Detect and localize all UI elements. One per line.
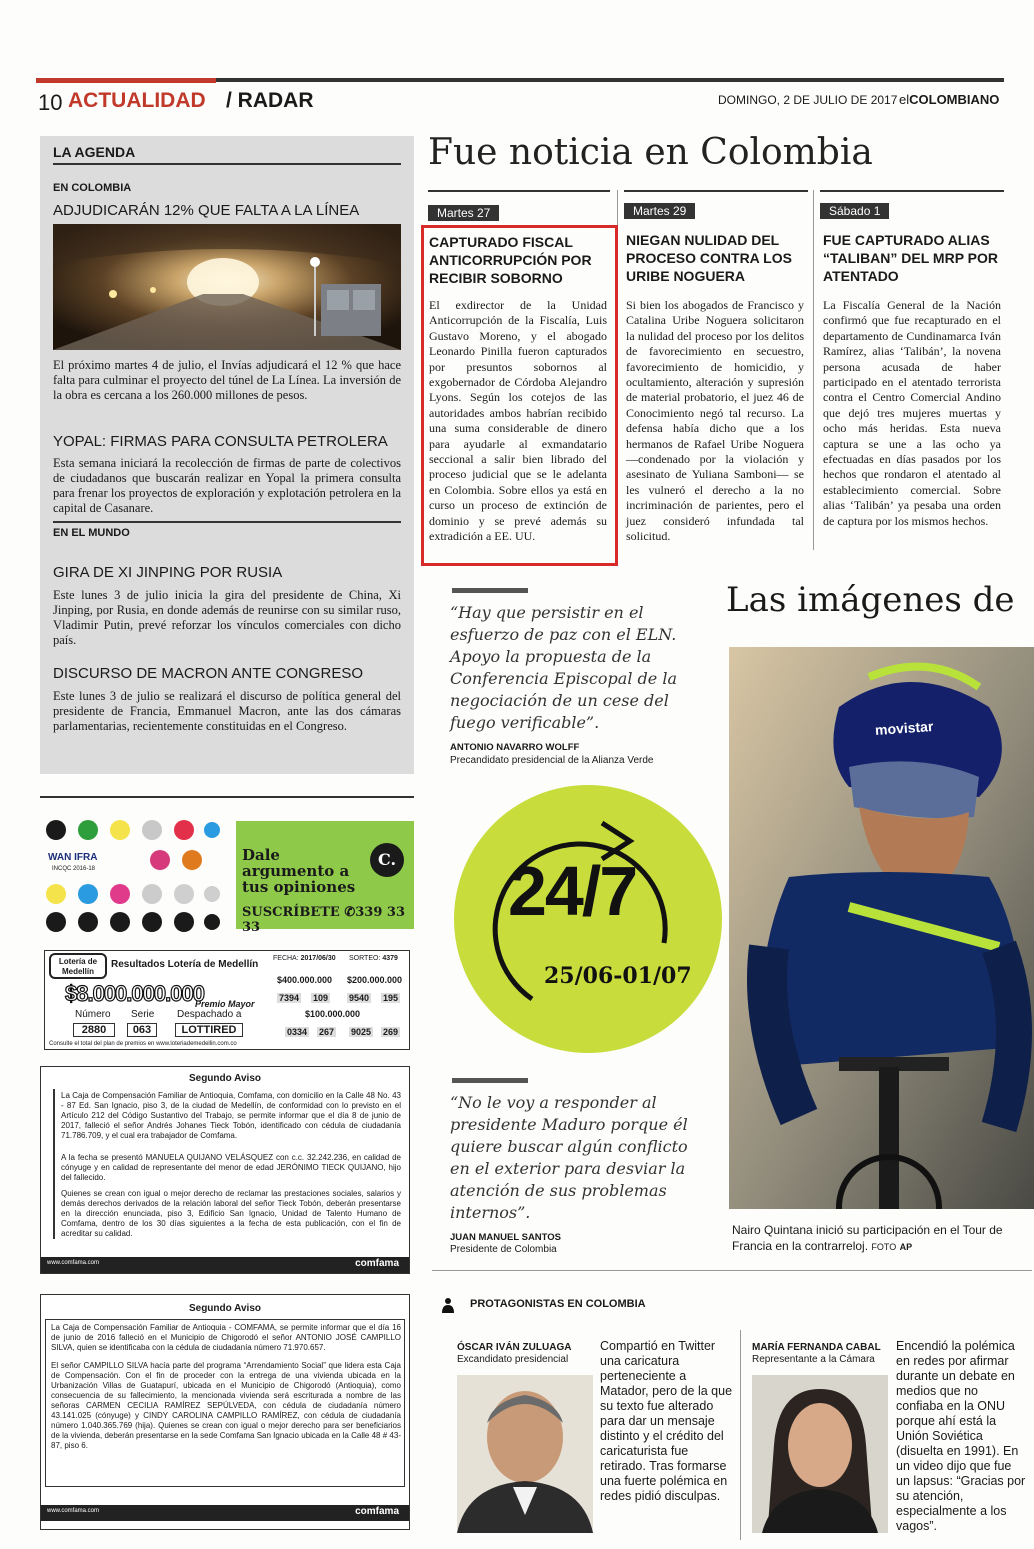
news2-body: Si bien los abogados de Francisco y Catalina Uribe Noguera solicitaron la nulidad del proceso por los delitos de favorecimiento en secuestro, favorecimiento de homicidio, y ocultamiento, alteración y supresión de material probatorio, el juez 46 de Conocimiento negó tal recurso. La defensa había dicho que a los hermanos de Rafael Uribe Noguera —condenado por la violación y asesinato de Yuliana Samboni— se les vulneró el derecho a la no incriminación de parientes, pero el juez consideró infundada tal solicitud. [626, 298, 804, 544]
lottery-title: Resultados Lotería de Medellín [111, 959, 259, 970]
lottery-prize2: $200.000.000 [347, 975, 403, 985]
agenda-item4-head: DISCURSO DE MACRON ANTE CONGRESO [53, 665, 364, 682]
lottery-despachado-label: Despachado a [177, 1009, 242, 1020]
images-title: Las imágenes de [726, 580, 1015, 620]
lottery-sorteo [349, 955, 398, 962]
quote1-role: Precandidato presidencial de la Alianza Verde [450, 755, 654, 766]
agenda-item3-text: Este lunes 3 de julio inicia la gira del presidente de China, Xi Jinping, por Rusia, en donde además de reunirse con su similar ruso, Vladimir Putin, prevé reforzar los vínculos comerciales con dicho país. [53, 588, 401, 647]
agenda-colombia-label: EN COLOMBIA [53, 182, 132, 194]
news1-body: El exdirector de la Unidad Anticorrupción de la Fiscalía, Luis Gustavo Moreno, y el abogado Leonardo Pinilla fueron capturados por presuntos sobornos al exgobernador de Córdoba Alejandro Lyons. Según los cotejos de las autoridades ambos habrían recibido una suma considerable de dinero para ayudarle al exmandatario seccional a salir bien librado del proceso judicial que se le adelanta en Colombia. Sobre ellos ya está en curso un proceso de extinción de dominio y se prevé además su extradición a EE. UU. [429, 298, 607, 544]
aviso1-p3: Quienes se crean con igual o mejor derecho de reclamar las prestaciones sociales, salarios y demás derechos derivados de la relación laboral del señor Tieck Tobón, deberán presentarse en la dirección enunciada, piso 3, Edificio San Ignacio, Unidad de Talento Humano de Comfama, dentro de los 30 días siguientes a la fecha de esta publicación, con el fin de acreditar su calidad. [61, 1189, 401, 1238]
section-title: ACTUALIDAD [68, 89, 206, 112]
aviso1-ad [40, 1066, 410, 1274]
quote1-rule [452, 588, 528, 593]
col3-rule [820, 190, 1004, 192]
agenda-box [40, 136, 414, 774]
lottery-n3: 0334 [287, 1027, 308, 1037]
protagonist2-text: Encendió la polémica en redes por afirmar durante un debate en medios que no confiaba en la ONU porque ahí está la Unión Soviética (disuelta en 1991). En un video dijo que fue un lapsus: “Gracias por su atención, especialmente a los vagos”. [896, 1339, 1026, 1533]
agenda-item3-head: GIRA DE XI JINPING POR RUSIA [53, 564, 283, 581]
day-badge-martes-27: Martes 27 [428, 205, 499, 221]
aviso2-p1: La Caja de Compensación Familiar de Antioquia - COMFAMA, se permite informar que el día 16 de junio de 2016 falleció en el Municipio de Chigorodó el señor ANTONIO JOSÉ CAMPILLO SILVA, quien se identificaba con la cédula de ciudadanía número 71.970.657. [51, 1323, 401, 1352]
lottery-prize-label: Premio Mayor [195, 999, 255, 1009]
tunnel-illustration [53, 224, 401, 350]
lottery-fecha-value: 2017/06/30 [300, 955, 336, 962]
subscribe-phone: 339 33 33 [242, 905, 406, 935]
subsection-title: / RADAR [226, 89, 314, 112]
lottery-fecha-label: FECHA: [273, 955, 299, 962]
quote2-author: JUAN MANUEL SANTOS [450, 1232, 562, 1243]
news1-headline: CAPTURADO FISCAL ANTICORRUPCIÓN POR RECIBIR SOBORNO [429, 234, 592, 286]
news2-headline: NIEGAN NULIDAD DEL PROCESO CONTRA LOS URIBE NOGUERA [626, 232, 792, 284]
agenda-title: LA AGENDA [53, 144, 136, 160]
agenda-item2-head: YOPAL: FIRMAS PARA CONSULTA PETROLERA [53, 433, 388, 450]
aviso2-ad [40, 1294, 410, 1530]
agenda-world-rule [53, 521, 401, 523]
photo-credit: AP [899, 1242, 913, 1252]
subscribe-label: SUSCRÍBETE [242, 905, 340, 920]
aviso1-brand: comfama [355, 1258, 399, 1269]
colombiano-logo-icon: C. [370, 843, 404, 877]
highlight-box [421, 225, 618, 566]
column-divider-2 [813, 190, 814, 550]
protagonist1-photo [457, 1375, 593, 1533]
print-color-targets [44, 818, 220, 936]
issue-date: DOMINGO, 2 DE JULIO DE 2017 [718, 93, 898, 107]
newspaper-brand [899, 92, 999, 107]
protagonist2-photo [752, 1375, 888, 1533]
col2-rule [624, 190, 808, 192]
lottery-footer: Consulte el total del plan de premios en www.loteriademedellin.com.co [49, 1041, 237, 1047]
protagonist1-name: ÓSCAR IVÁN ZULUAGA [457, 1342, 572, 1353]
aviso1-web: www.comfama.com [47, 1260, 100, 1266]
subscribe-cta [242, 905, 414, 935]
aviso2-brand: comfama [355, 1506, 399, 1517]
aviso1-title: Segundo Aviso [188, 1073, 262, 1084]
lottery-prize3: $100.000.000 [305, 1009, 361, 1019]
aviso1-p1: La Caja de Compensación Familiar de Antioquia, Comfama, con domicilio en la Calle 48 No. 43 - 87 Ed. San Ignacio, piso 3, de la ciudad de Medellín, de conformidad con lo previsto en el Artículo 212 del Código Sustantivo del Trabajo, se permite informar que el día 8 de junio de 2017, falleció el señor Andrés Johanes Tieck Tobón, identificado con cédula de ciudadanía 71.786.709, y el cual era trabajador de Comfama. [61, 1091, 401, 1140]
agenda-item1-text: El próximo martes 4 de julio, el Invías adjudicará el 12 % que hace falta para culminar el proyecto del túnel de La Línea. La inversión de la obra es cercana a los 260.000 millones de pesos. [53, 358, 401, 402]
aviso1-margin-rule [53, 1089, 55, 1239]
subscribe-slogan: Dale argumento a tus opiniones [242, 846, 356, 896]
aviso1-p2: A la fecha se presentó MANUELA QUIJANO VELÁSQUEZ con c.c. 32.242.236, en calidad de cónyuge y en calidad de representante del menor de edad JERÓNIMO TIECK QUIJANO, hijo del fallecido. [61, 1153, 401, 1182]
aviso2-title: Segundo Aviso [188, 1303, 262, 1314]
lottery-s1: 109 [313, 993, 329, 1003]
agenda-item2-text: Esta semana iniciará la recolección de firmas de parte de colectivos de ciudadanos que buscarán realizar en Yopal la primera consulta para frenar los proyectos de exploración y explotación petrolera en la capital de Casanare. [53, 456, 401, 515]
wan-ifra-sub: INCQC 2016-18 [52, 866, 96, 872]
brand-prefix: el [899, 92, 910, 107]
lottery-n1: 7394 [279, 993, 300, 1003]
lottery-logo: Lotería de Medellín [49, 953, 107, 979]
aviso1-footer [41, 1257, 409, 1273]
news3-headline: FUE CAPTURADO ALIAS “TALIBAN” DEL MRP POR ATENTADO [823, 232, 999, 284]
protagonist2-role: Representante a la Cámara [752, 1354, 875, 1365]
lottery-s4: 269 [383, 1027, 399, 1037]
day-badge-martes-29: Martes 29 [624, 203, 695, 219]
agenda-item1-head: ADJUDICARÁN 12% QUE FALTA A LA LÍNEA [53, 202, 360, 219]
lottery-s2: 195 [383, 993, 399, 1003]
aviso2-web: www.comfama.com [47, 1508, 100, 1514]
protagonist1-role: Excandidato presidencial [457, 1354, 569, 1365]
photo-credit-label: FOTO [871, 1242, 897, 1252]
quote2-role: Presidente de Colombia [450, 1244, 557, 1255]
news3-body: La Fiscalía General de la Nación confirmó que fue recapturado en el departamento de Cundinamarca Iván Ramírez, alias ‘Talibán’, la novena persona acusada de haber participado en el atentado terrorista contra el Centro Comercial Andino que dejó tres mujeres muertas y ocho más heridas. Esta nueva captura se une a las ocho ya efectuadas en días pasados por los hechos que rondaron el atentado al establecimiento comercial. Sobre alias ‘Talibán’ ya pesaba una orden de captura por los mismos hechos. [823, 298, 1001, 528]
lottery-sorteo-label: SORTEO: [349, 955, 381, 962]
lottery-results-ad [44, 950, 410, 1050]
jersey-sponsor: movistar [874, 717, 934, 739]
page-number: 10 [38, 90, 63, 115]
week-big-number: 24/7 [508, 852, 637, 930]
lottery-n2: 9540 [349, 993, 370, 1003]
protagonists-rule [432, 1270, 1032, 1271]
lottery-n4: 9025 [351, 1027, 372, 1037]
lottery-serie: 063 [127, 1023, 157, 1037]
lottery-numero-label: Número [75, 1009, 111, 1020]
quote2-text: “No le voy a responder al presidente Maduro porque él quiere buscar algún conflicto en el exterior para desviar la atención de sus problemas internos”. [450, 1093, 688, 1222]
col1-rule [428, 190, 610, 192]
protagonists-divider [740, 1330, 741, 1540]
lottery-s3: 267 [319, 1027, 335, 1037]
lottery-fecha [273, 955, 336, 962]
tunnel-photo [53, 224, 401, 350]
lottery-despachado: LOTTIRED [175, 1023, 243, 1037]
lottery-prize1: $400.000.000 [277, 975, 333, 985]
week-circle [452, 783, 724, 1055]
main-title: Fue noticia en Colombia [428, 132, 873, 173]
person-icon [440, 1297, 456, 1313]
cyclist-photo [729, 647, 1034, 1209]
agenda-title-rule [53, 163, 401, 165]
phone-icon: ✆ [344, 905, 356, 920]
color-dots [44, 818, 220, 936]
agenda-item4-text: Este lunes 3 de julio se realizará el discurso de política general del presidente de Francia, Emmanuel Macron, ante las dos cámaras parlamentarias, recientemente constituidas en el Congreso. [53, 689, 401, 733]
protagonist1-text: Compartió en Twitter una caricatura perteneciente a Matador, pero de la que su texto fue alterado para dar un mensaje distinto y el crédito del caricaturista fue retirado. Tras formarse una fuerte polémica en redes pidió disculpas. [600, 1339, 733, 1503]
photo-caption [732, 1222, 1004, 1255]
protagonists-title: PROTAGONISTAS EN COLOMBIA [470, 1298, 646, 1310]
protagonist2-name: MARÍA FERNANDA CABAL [752, 1342, 881, 1353]
lottery-sorteo-value: 4379 [382, 955, 398, 962]
quote1-author: ANTONIO NAVARRO WOLFF [450, 742, 580, 753]
quote1-text: “Hay que persistir en el esfuerzo de paz con el ELN. Apoyo la propuesta de la Conferencia Episcopal de la negociación de un cese del fuego verificable”. [450, 603, 677, 732]
header-rule-accent [36, 78, 216, 83]
ad-area-rule [40, 796, 414, 798]
day-badge-sabado-1: Sábado 1 [820, 203, 889, 219]
photo-caption-text: Nairo Quintana inició su participación en el Tour de Francia en la contrarreloj. [732, 1223, 1003, 1253]
brand-name: COLOMBIANO [909, 92, 1000, 107]
wan-ifra-label: WAN IFRA [48, 852, 98, 863]
aviso2-p2: El señor CAMPILLO SILVA hacía parte del programa “Arrendamiento Social” que lidera esta Caja de Compensación. Con el fin de proceder con la entrega de una vivienda ubicada en la Urbanización Villas de Guatapurí, ubicada en el Municipio de Chigorodó (Antioquia), como consecuencia de su fallecimiento, la mencionada vivienda será escriturada a nombre de las señoras CARMEN CECILIA RAMÍREZ SEPÚLVEDA, con cédula de ciudadanía número 43.141.025 (cónyuge) y CINDY CAROLINA CAMPILLO RAMÍREZ, con cédula de ciudadanía número 1.040.365.769 (hija). Quienes se crean con igual o mejor derecho para ser beneficiarios de la vivienda, deberán presentarse en la sede Comfama San Ignacio ubicada en la Calle 48 # 43- 87, piso 6. [51, 1361, 401, 1450]
lottery-serie-label: Serie [131, 1009, 155, 1020]
subscribe-ad[interactable] [236, 821, 414, 935]
aviso2-footer [41, 1505, 409, 1521]
agenda-world-label: EN EL MUNDO [53, 527, 130, 539]
week-date-range: 25/06-01/07 [544, 963, 692, 989]
lottery-numero: 2880 [73, 1023, 115, 1037]
quote2-rule [452, 1078, 528, 1083]
lottery-prize: $8.000.000.000 [65, 981, 204, 1006]
